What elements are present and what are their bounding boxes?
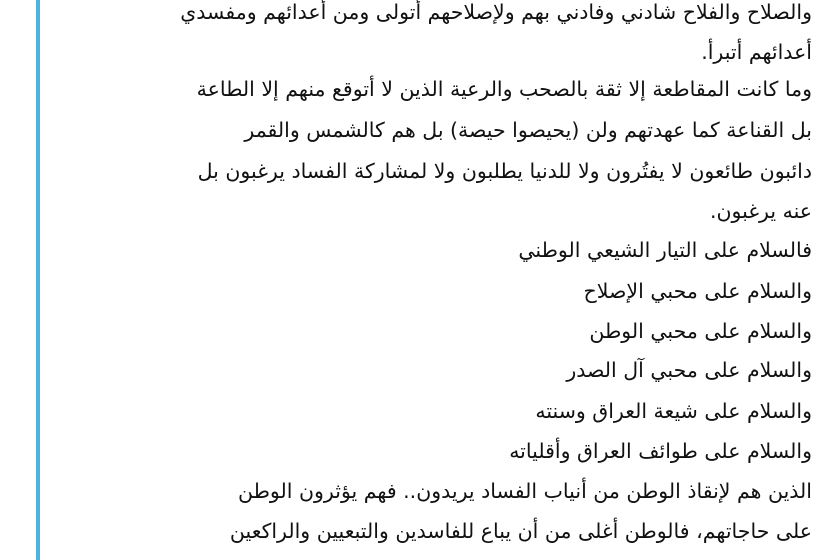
text-line-5: دائبون طائعون لا يفتُرون ولا للدنيا يطلبون ولا لمشاركة الفساد يرغبون بل bbox=[197, 159, 812, 183]
text-line-8: والسلام على محبي الإصلاح bbox=[583, 279, 812, 303]
text-line-11: والسلام على شيعة العراق وسنته bbox=[535, 399, 812, 423]
text-line-12: والسلام على طوائف العراق وأقلياته bbox=[509, 439, 812, 463]
text-line-9: والسلام على محبي الوطن bbox=[589, 319, 812, 343]
text-line-3: وما كانت المقاطعة إلا ثقة بالصحب والرعية الذين لا أتوقع منهم إلا الطاعة bbox=[196, 77, 812, 101]
text-line-13: الذين هم لإنقاذ الوطن من أنياب الفساد يريدون.. فهم يؤثرون الوطن bbox=[238, 479, 812, 503]
left-accent-bar bbox=[36, 0, 40, 560]
text-line-10: والسلام على محبي آل الصدر bbox=[566, 358, 812, 382]
text-line-7: فالسلام على التيار الشيعي الوطني bbox=[518, 238, 812, 262]
text-line-14: على حاجاتهم، فالوطن أغلى من أن يباع للفاسدين والتبعيين والراكعين bbox=[229, 519, 812, 543]
text-line-4: بل القناعة كما عهدتهم ولن (يحيصوا حيصة) بل هم كالشمس والقمر bbox=[244, 118, 812, 142]
text-line-1: والصلاح والفلاح شادني وفادني بهم ولإصلاحهم أتولى ومن أعدائهم ومفسدي bbox=[180, 0, 812, 24]
text-line-6: عنه يرغبون. bbox=[709, 199, 812, 223]
text-line-2: أعدائهم أتبرأ. bbox=[701, 40, 812, 64]
document-text-block bbox=[56, 0, 812, 560]
